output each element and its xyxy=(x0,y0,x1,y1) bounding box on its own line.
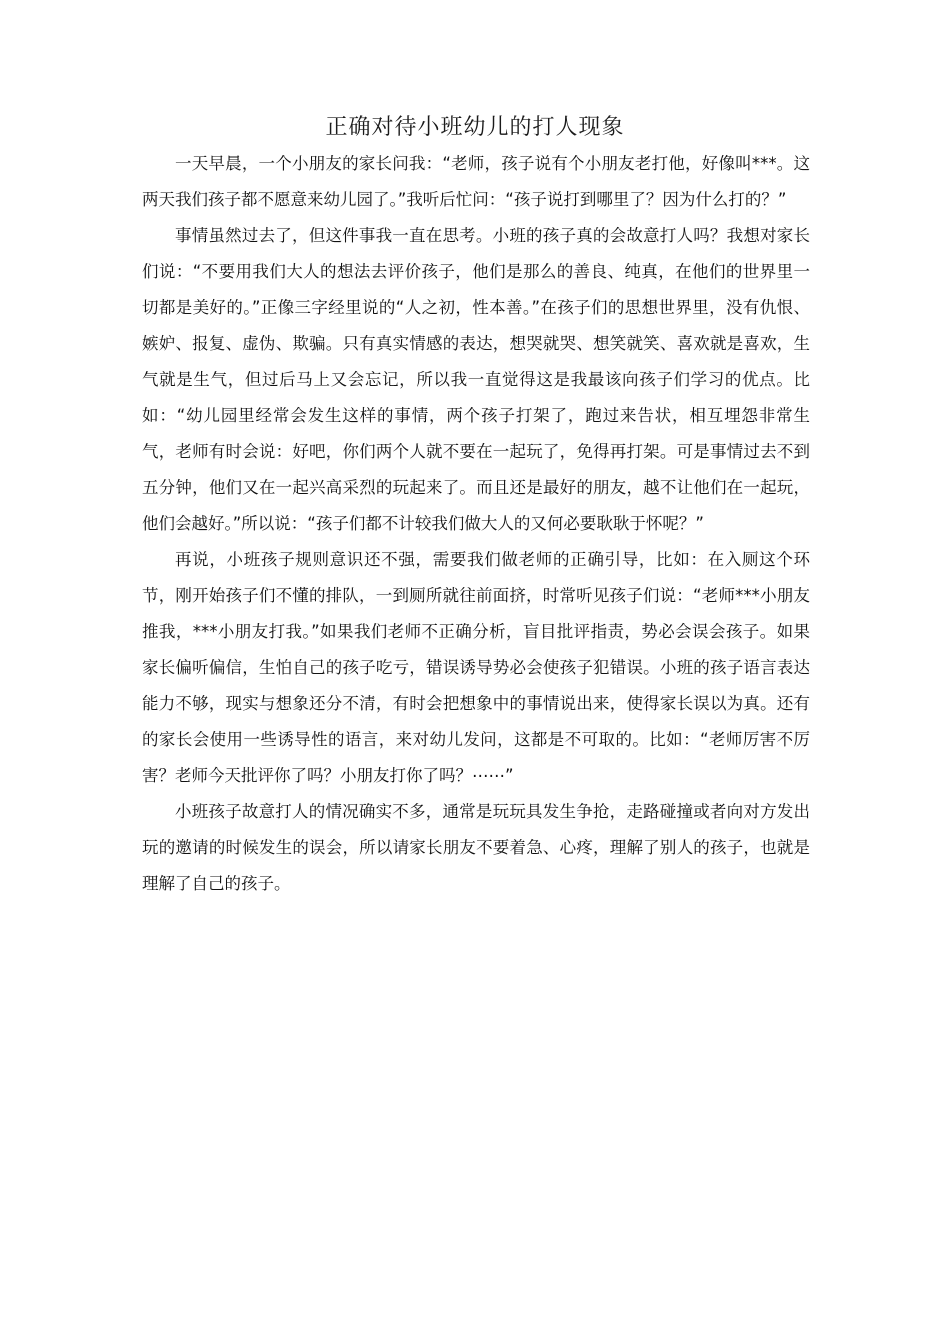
paragraph-3: 再说，小班孩子规则意识还不强，需要我们做老师的正确引导，比如：在入厕这个环节，刚开始孩子们不懂的排队，一到厕所就往前面挤，时常听见孩子们说：“老师***小朋友推我，***小朋友打我。”如果我们老师不正确分析，盲目批评指责，势必会误会孩子。如果家长偏听偏信，生怕自己的孩子吃亏，错误诱导势必会使孩子犯错误。小班的孩子语言表达能力不够，现实与想象还分不清，有时会把想象中的事情说出来，使得家长误以为真。还有的家长会使用一些诱导性的语言，来对幼儿发问，这都是不可取的。比如：“老师厉害不厉害？老师今天批评你了吗？小朋友打你了吗？⋯⋯” xyxy=(142,550,810,785)
paragraph-4: 小班孩子故意打人的情况确实不多，通常是玩玩具发生争抢，走路碰撞或者向对方发出玩的邀请的时候发生的误会，所以请家长朋友不要着急、心疼，理解了别人的孩子，也就是理解了自己的孩子。 xyxy=(142,802,810,893)
paragraph-1: 一天早晨，一个小朋友的家长问我：“老师，孩子说有个小朋友老打他，好像叫***。这两天我们孩子都不愿意来幼儿园了。”我听后忙问：“孩子说打到哪里了？因为什么打的？” xyxy=(142,154,810,209)
paragraph-2: 事情虽然过去了，但这件事我一直在思考。小班的孩子真的会故意打人吗？我想对家长们说：“不要用我们大人的想法去评价孩子，他们是那么的善良、纯真，在他们的世界里一切都是美好的。”正像三字经里说的“人之初，性本善。”在孩子们的思想世界里，没有仇恨、嫉妒、报复、虚伪、欺骗。只有真实情感的表达，想哭就哭、想笑就笑、喜欢就是喜欢，生气就是生气，但过后马上又会忘记，所以我一直觉得这是我最该向孩子们学习的优点。比如：“幼儿园里经常会发生这样的事情，两个孩子打架了，跑过来告状，相互埋怨非常生气，老师有时会说：好吧，你们两个人就不要在一起玩了，免得再打架。可是事情过去不到五分钟，他们又在一起兴高采烈的玩起来了。而且还是最好的朋友，越不让他们在一起玩，他们会越好。”所以说：“孩子们都不计较我们做大人的又何必要耿耿于怀呢？” xyxy=(142,226,810,533)
document-title: 正确对待小班幼儿的打人现象 xyxy=(325,115,625,140)
document-body xyxy=(142,146,810,902)
